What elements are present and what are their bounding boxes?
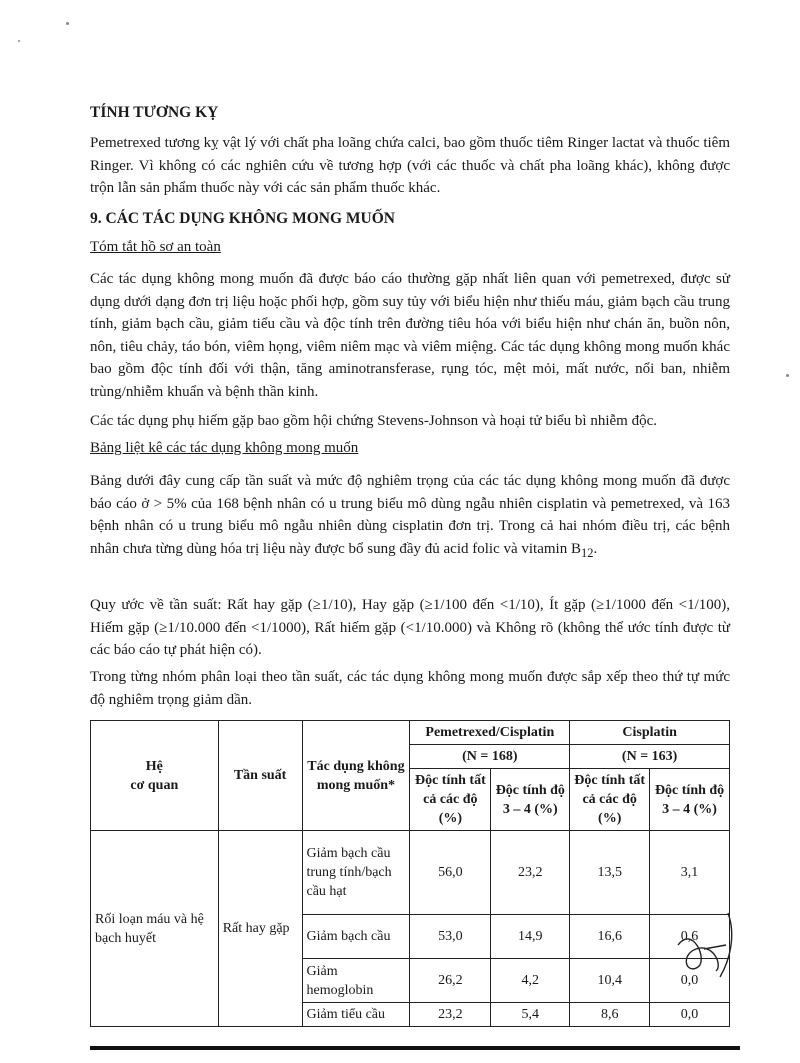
cell-system: Rối loạn máu và hệ bạch huyết [91, 831, 219, 1027]
header-pc-grade34: Độc tính độ 3 – 4 (%) [491, 769, 570, 831]
cell-value: 23,2 [491, 831, 570, 915]
ordering-paragraph: Trong từng nhóm phân loại theo tần suất, các tác dụng không mong muốn được sắp xếp theo thứ tự mức độ nghiêm trọng giảm dần. [90, 669, 730, 708]
cell-value: 8,6 [570, 1003, 650, 1027]
header-c-all-grades: Độc tính tất cả các độ (%) [570, 769, 650, 831]
header-system-line1: Hệ [145, 758, 163, 774]
table-row [91, 831, 730, 915]
adverse-list-subtitle: Bảng liệt kê các tác dụng không mong muốn [90, 440, 359, 456]
cell-effect: Giảm bạch cầu [302, 915, 410, 959]
cell-effect: Giảm tiểu cầu [302, 1003, 410, 1027]
header-effect: Tác dụng không mong muốn* [302, 721, 410, 831]
safety-summary-paragraph: Các tác dụng không mong muốn đã được báo cáo thường gặp nhất liên quan với pemetrexed, được sử dụng dưới dạng đơn trị liệu hoặc phối hợp, gồm suy tủy với biểu hiện như thiếu máu, giảm bạch cầu trung tính, giảm bạch cầu, giảm tiểu cầu và độc tính trên đường tiêu hóa với biểu hiện như chán ăn, buồn nôn, nôn, tiêu chảy, táo bón, viêm họng, viêm niêm mạc và viêm miệng. Các tác dụng không mong muốn khác bao gồm độc tính đối với thận, tăng aminotransferase, rụng tóc, mệt mỏi, mất nước, nổi ban, nhiễm trùng/nhiễm khuẩn và bệnh thần kinh. [90, 271, 730, 400]
header-system [91, 721, 219, 831]
cell-value: 14,9 [491, 915, 570, 959]
safety-summary-subtitle: Tóm tắt hồ sơ an toàn [90, 239, 221, 255]
section-heading-adverse-effects: 9. CÁC TÁC DỤNG KHÔNG MONG MUỐN [90, 210, 395, 227]
header-system-line2: cơ quan [130, 777, 179, 793]
page-bottom-rule [90, 1046, 740, 1050]
cell-value: 3,1 [650, 831, 730, 915]
table-header-row-1 [91, 721, 730, 745]
section-heading-compatibility: TÍNH TƯƠNG KỴ [90, 104, 219, 121]
table-intro-text: Bảng dưới đây cung cấp tần suất và mức độ nghiêm trọng của các tác dụng không mong muốn đã được báo cáo ở > 5% của 168 bệnh nhân có u trung biểu mô dùng ngẫu nhiên cisplatin và pemetrexed, và 163 bệnh nhân có u trung biểu mô ngẫu nhiên dùng cisplatin đơn trị. Trong cả hai nhóm điều trị, các bệnh nhân chưa từng dùng hóa trị liệu này được bổ sung đầy đủ acid folic và vitamin B [90, 473, 730, 557]
cell-frequency: Rất hay gặp [218, 831, 302, 1027]
frequency-convention-paragraph: Quy ước về tần suất: Rất hay gặp (≥1/10), Hay gặp (≥1/100 đến <1/10), Ít gặp (≥1/1000 đến <1/100), Hiếm gặp (≥1/10.000 đến <1/1000), Rất hiếm gặp (<1/10.000) và Không rõ (không thể ước tính được từ các báo cáo tự phát hiện có). [90, 597, 730, 658]
scan-speck [786, 374, 789, 377]
cell-value: 0,0 [650, 1003, 730, 1027]
cell-value: 10,4 [570, 959, 650, 1003]
header-pc-all-grades: Độc tính tất cả các độ (%) [410, 769, 491, 831]
vitamin-subscript: 12 [580, 545, 594, 560]
cell-value: 16,6 [570, 915, 650, 959]
header-pemetrexed-cisplatin: Pemetrexed/Cisplatin [410, 721, 570, 745]
header-pc-n: (N = 168) [410, 745, 570, 769]
cell-value: 4,2 [491, 959, 570, 1003]
scan-speck [66, 22, 69, 25]
header-c-grade34: Độc tính độ 3 – 4 (%) [650, 769, 730, 831]
table-intro-end: . [593, 540, 598, 557]
handwritten-signature [668, 905, 748, 990]
cell-value: 13,5 [570, 831, 650, 915]
table-intro-paragraph [90, 470, 730, 564]
header-cisplatin: Cisplatin [570, 721, 730, 745]
header-c-n: (N = 163) [570, 745, 730, 769]
cell-effect: Giảm bạch cầu trung tính/bạch cầu hạt [302, 831, 410, 915]
adverse-effects-table [90, 720, 730, 1027]
cell-value: 23,2 [410, 1003, 491, 1027]
cell-effect: Giảm hemoglobin [302, 959, 410, 1003]
rare-effects-paragraph: Các tác dụng phụ hiếm gặp bao gồm hội chứng Stevens-Johnson và hoại tử biểu bì nhiễm độc. [90, 413, 657, 429]
cell-value: 0,0 [650, 959, 730, 1003]
cell-value: 5,4 [491, 1003, 570, 1027]
compatibility-paragraph: Pemetrexed tương kỵ vật lý với chất pha loãng chứa calci, bao gồm thuốc tiêm Ringer lactat và thuốc tiêm Ringer. Vì không có các nghiên cứu về tương hợp (với các thuốc và chất pha loãng khác), không được trộn lẫn sản phẩm thuốc này với các sản phẩm thuốc khác. [90, 135, 730, 196]
header-frequency: Tần suất [218, 721, 302, 831]
scan-speck [18, 40, 20, 42]
cell-value: 53,0 [410, 915, 491, 959]
cell-value: 56,0 [410, 831, 491, 915]
cell-value: 0,6 [650, 915, 730, 959]
cell-value: 26,2 [410, 959, 491, 1003]
